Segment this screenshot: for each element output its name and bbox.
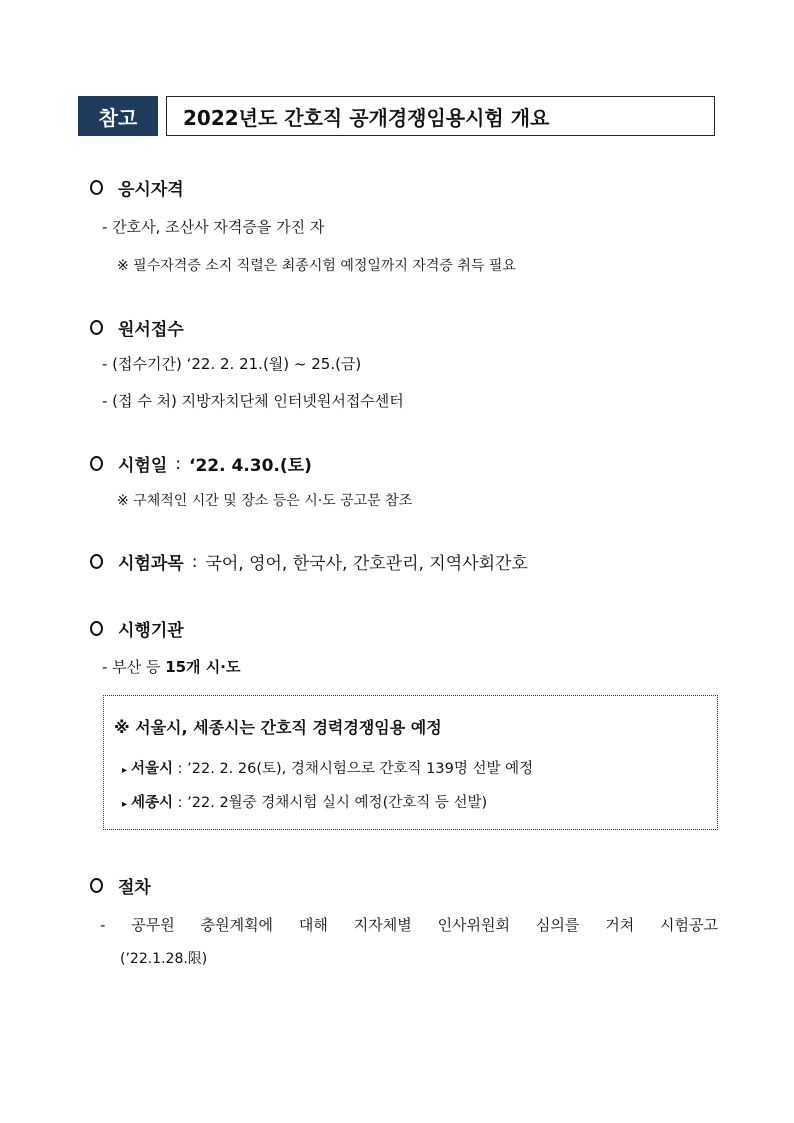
circle-bullet-icon: [90, 456, 103, 471]
notice-box: [103, 695, 718, 830]
agency-prefix: - 부산 등: [102, 658, 166, 676]
notice-item-sejong: [122, 791, 487, 812]
section-title: 절차: [118, 878, 151, 898]
triangle-bullet-icon: ▸: [122, 799, 128, 810]
section-eligibility: [90, 175, 184, 200]
notice-item-text: : ’22. 2월중 경채시험 실시 예정(간호직 등 선발): [173, 795, 488, 811]
section-exam-date: [90, 451, 312, 476]
reference-badge: 참고: [78, 96, 158, 136]
section-agency: [90, 616, 184, 641]
application-place: - (접 수 처) 지방자치단체 인터넷원서접수센터: [102, 392, 404, 410]
document-title: 2022년도 간호직 공개경쟁임용시험 개요: [166, 96, 715, 136]
notice-item-text: : ’22. 2. 26(토), 경채시험으로 간호직 139명 선발 예정: [173, 761, 534, 777]
procedure-text: - 공무원 충원계획에 대해 지자체별 인사위원회 심의를 거쳐 시험공고: [100, 916, 718, 934]
section-title: 시행기관: [118, 621, 184, 641]
section-title: 원서접수: [118, 320, 184, 340]
notice-item-seoul: [122, 757, 533, 778]
section-procedure: [90, 873, 151, 898]
triangle-bullet-icon: ▸: [122, 765, 128, 776]
circle-bullet-icon: [90, 320, 103, 335]
section-title: 시험과목: [118, 554, 184, 574]
eligibility-item: - 간호사, 조산사 자격증을 가진 자: [102, 218, 325, 236]
circle-bullet-icon: [90, 878, 103, 893]
section-application: [90, 315, 184, 340]
section-title: 시험일: [118, 456, 168, 476]
subjects-value: 국어, 영어, 한국사, 간호관리, 지역사회간호: [205, 554, 528, 574]
procedure-date: (’22.1.28.限): [120, 951, 208, 967]
application-period: - (접수기간) ‘22. 2. 21.(월) ~ 25.(금): [102, 355, 362, 373]
agency-item: [102, 656, 240, 677]
section-subjects: [90, 549, 528, 574]
circle-bullet-icon: [90, 621, 103, 636]
exam-date-note: ※ 구체적인 시간 및 장소 등은 시·도 공고문 참조: [117, 493, 413, 509]
notice-item-label: 세종시: [131, 795, 174, 811]
notice-title: ※ 서울시, 세종시는 간호직 경력경쟁임용 예정: [114, 718, 442, 737]
circle-bullet-icon: [90, 180, 103, 195]
document-header: [78, 96, 715, 136]
eligibility-note: ※ 필수자격증 소지 직렬은 최종시험 예정일까지 자격증 취득 필요: [117, 258, 516, 274]
separator: :: [175, 453, 182, 474]
section-title: 응시자격: [118, 180, 184, 200]
agency-count: 15개 시·도: [165, 658, 241, 676]
exam-date-value: ‘22. 4.30.(토): [189, 456, 312, 476]
notice-item-label: 서울시: [131, 761, 174, 777]
separator: :: [191, 551, 198, 572]
circle-bullet-icon: [90, 554, 103, 569]
